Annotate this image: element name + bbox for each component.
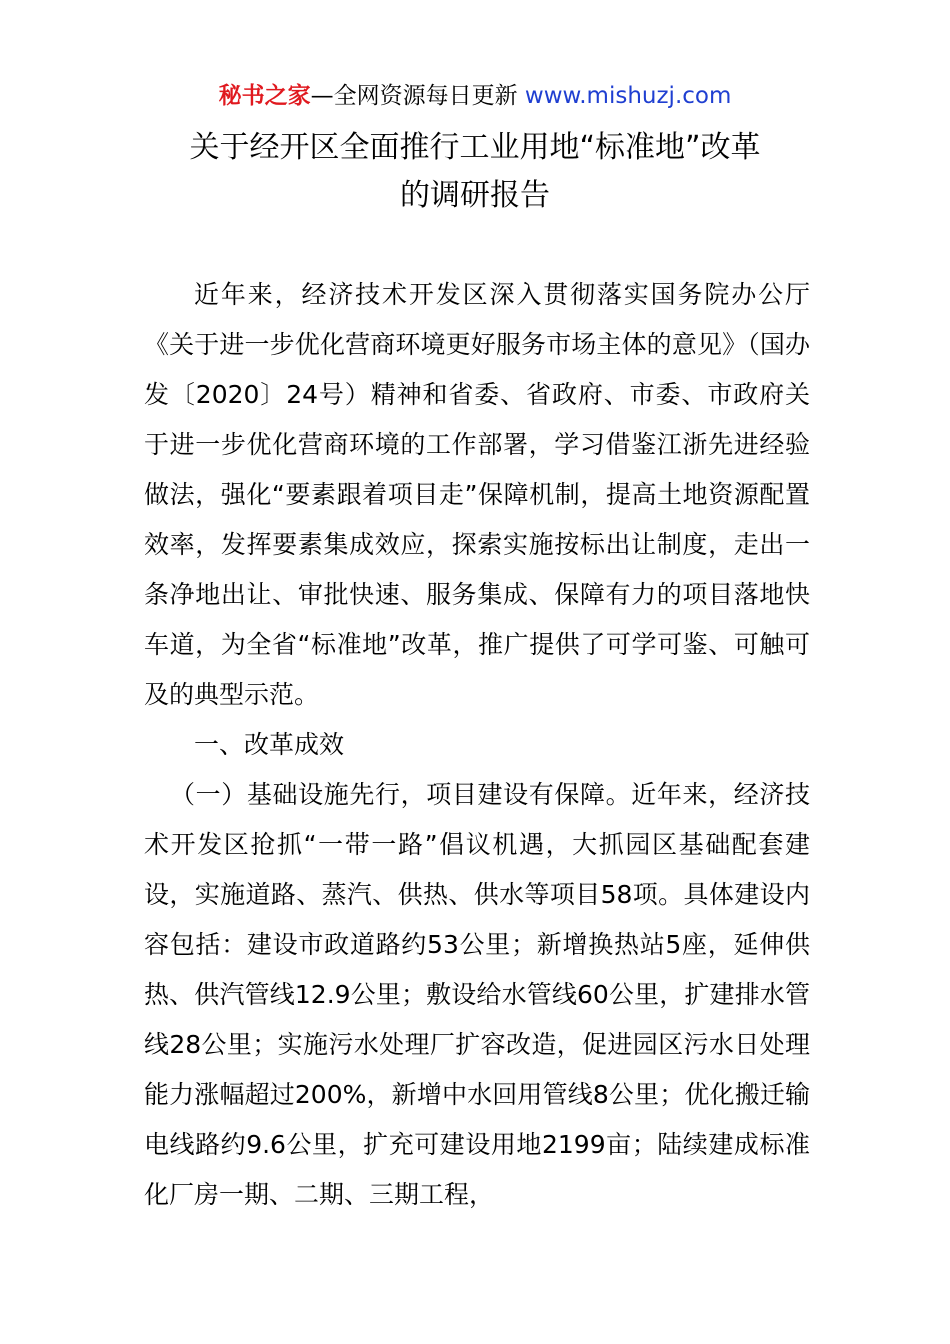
document-body (144, 270, 810, 1220)
site-banner (0, 78, 950, 114)
section-paragraph: （一）基础设施先行，项目建设有保障。近年来，经济技术开发区抢抓“一带一路”倡议机遇，大抓园区基础配套建设，实施道路、蒸汽、供热、供水等项目58项。具体建设内容包括：建设市政道路约53公里；新增换热站5座，延伸供热、供汽管线12.9公里；敷设给水管线60公里，扩建排水管线28公里；实施污水处理厂扩容改造，促进园区污水日处理能力涨幅超过200%，新增中水回用管线8公里；优化搬迁输电线路约9.6公里，扩充可建设用地2199亩；陆续建成标准化厂房一期、二期、三期工程， (144, 780, 810, 1209)
document-title (120, 124, 830, 220)
title-line-2: 的调研报告 (400, 178, 550, 213)
intro-paragraph: 近年来，经济技术开发区深入贯彻落实国务院办公厅《关于进一步优化营商环境更好服务市场主体的意见》（国办发〔2020〕24号）精神和省委、省政府、市委、市政府关于进一步优化营商环境的工作部署，学习借鉴江浙先进经验做法，强化“要素跟着项目走”保障机制，提高土地资源配置效率，发挥要素集成效应，探索实施按标出让制度，走出一条净地出让、审批快速、服务集成、保障有力的项目落地快车道，为全省“标准地”改革，推广提供了可学可鉴、可触可及的典型示范。 (144, 280, 810, 709)
section-heading: 一、改革成效 (194, 730, 345, 759)
brand-name: 秘书之家 (218, 83, 311, 109)
banner-tagline: —全网资源每日更新 (310, 83, 525, 109)
site-url-link[interactable]: www.mishuzj.com (524, 83, 732, 109)
title-line-1: 关于经开区全面推行工业用地“标准地”改革 (189, 130, 761, 165)
